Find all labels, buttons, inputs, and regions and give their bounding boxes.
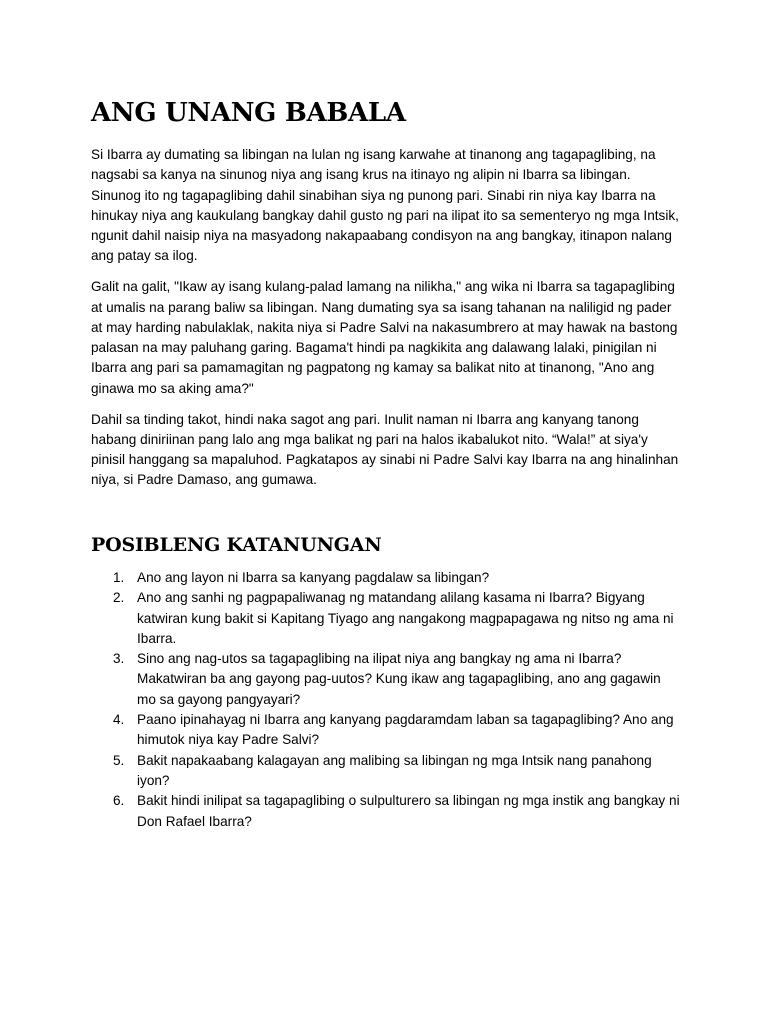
question-item (91, 568, 683, 588)
question-number: 2. (113, 590, 125, 606)
document-title: ANG UNANG BABALA (91, 98, 406, 128)
question-text: Sino ang nag-utos sa tagapaglibing na ilipat niya ang bangkay ng ama ni Ibarra? Makatwiran ba ang gayong pag-uutos? Kung ikaw ang tagapaglibing, ano ang gagawin mo sa gayong pangyayari? (137, 651, 661, 707)
question-text: Bakit hindi inilipat sa tagapaglibing o sulpulturero sa libingan ng mga instik ang bangkay ni Don Rafael Ibarra? (137, 793, 680, 829)
paragraph-1: Si Ibarra ay dumating sa libingan na lulan ng isang karwahe at tinanong ang tagapaglibing, na nagsabi sa kanya na sinunog niya ang isang krus na itinayo ng alipin ni Ibarra sa libingan. Sinunog ito ng tagapaglibing dahil sinabihan siya ng punong pari. Sinabi rin niya kay Ibarra na hinukay niya ang kaukulang bangkay dahil gusto ng pari na ilipat ito sa sementeryo ng mga Intsik, ngunit dahil naisip niya na masyadong nakapaabang condisyon na ang bangkay, itinapon nalang ang patay sa ilog. (91, 147, 679, 264)
question-text: Ano ang layon ni Ibarra sa kanyang pagdalaw sa libingan? (137, 570, 490, 585)
question-number: 4. (113, 712, 125, 728)
question-item (91, 710, 683, 751)
question-number: 3. (113, 651, 125, 667)
paragraph-2: Galit na galit, "Ikaw ay isang kulang-palad lamang na nilikha," ang wika ni Ibarra sa tagapaglibing at umalis na parang baliw sa libingan. Nang dumating sya sa isang tahanan na naliligid ng pader at may harding nabulaklak, nakita niya si Padre Salvi na nakasumbrero at may hawak na bastong palasan na may paluhang garing. Bagama't hindi pa nagkikita ang dalawang lalaki, pinigilan ni Ibarra ang pari sa pamamagitan ng pagpatong ng kamay sa balikat nito at tinanong, "Ano ang ginawa mo sa aking ama?" (91, 279, 678, 396)
paragraph-3: Dahil sa tinding takot, hindi naka sagot ang pari. Inulit naman ni Ibarra ang kanyang tanong habang diniriinan pang lalo ang mga balikat ng pari na halos ikabalukot nito. “Wala!” at siya'y pinisil hanggang sa mapaluhod. Pagkatapos ay sinabi ni Padre Salvi kay Ibarra na ang hinalinhan niya, si Padre Damaso, ang gumawa. (91, 411, 679, 488)
question-text: Bakit napakaabang kalagayan ang malibing sa libingan ng mga Intsik nang panahong iyon? (137, 752, 652, 788)
questions-list (91, 568, 683, 832)
question-number: 5. (113, 752, 125, 768)
question-item (91, 588, 683, 649)
story-summary (91, 145, 679, 501)
question-item (91, 649, 683, 710)
questions-heading: POSIBLENG KATANUNGAN (91, 534, 382, 556)
question-number: 1. (113, 570, 125, 585)
question-item (91, 791, 683, 832)
question-text: Ano ang sanhi ng pagpapaliwanag ng matandang alilang kasama ni Ibarra? Bigyang katwiran kung bakit si Kapitang Tiyago ang nangakong magpapagawa ng nitso ng ama ni Ibarra. (137, 590, 674, 646)
question-number: 6. (113, 793, 125, 809)
question-text: Paano ipinahayag ni Ibarra ang kanyang pagdaramdam laban sa tagapaglibing? Ano ang himutok niya kay Padre Salvi? (137, 712, 674, 748)
question-item (91, 751, 683, 792)
